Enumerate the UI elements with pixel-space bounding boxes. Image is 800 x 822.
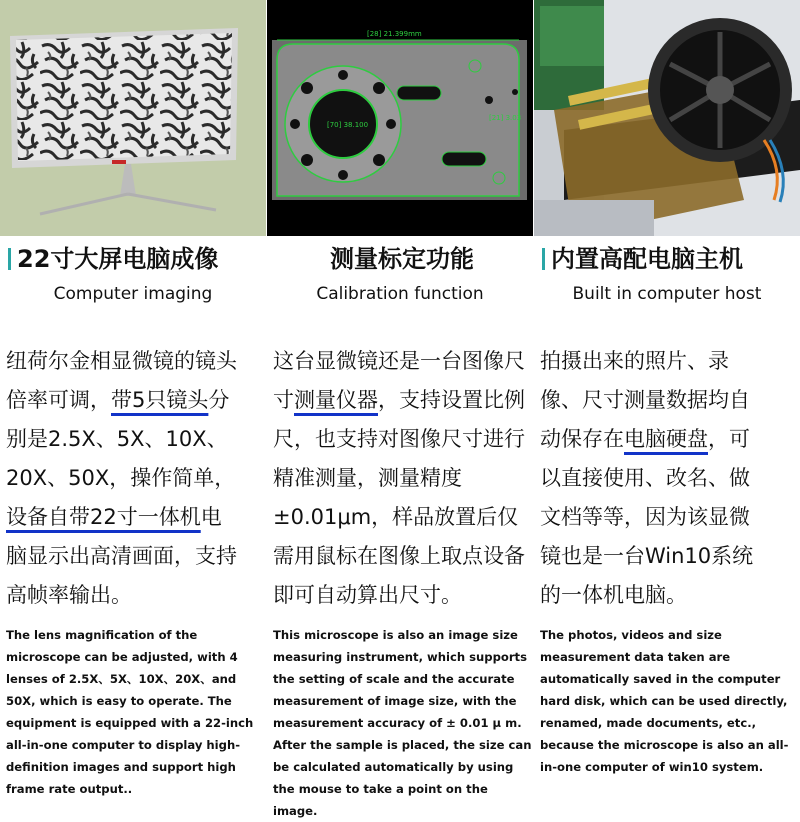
monitor-image xyxy=(0,0,266,236)
column-builtin-host xyxy=(534,0,800,800)
heading: 22寸大屏电脑成像 xyxy=(8,244,262,274)
english-description: The photos, videos and size measurement data taken are automatically saved in the computer hard disk, which can be used directly, renamed, made documents, etc., because the microscope is also an all-in-one computer of win10 system. xyxy=(540,628,789,774)
highlight-instrument: 测量仪器 xyxy=(294,388,378,412)
chinese-description: 这台显微镜还是一台图像尺寸测量仪器，支持设置比例尺，也支持对图像尺寸进行精准测量，测量精度±0.01μm，样品放置后仅需用鼠标在图像上取点设备即可自动算出尺寸。 xyxy=(273,349,525,607)
calibration-image xyxy=(267,0,533,236)
heading-bar xyxy=(8,248,11,270)
heading: 内置高配电脑主机 xyxy=(542,244,796,274)
english-description: This microscope is also an image size measuring instrument, which supports the setting of scale and the accurate measurement of image size, with the measurement accuracy of ± 0.01 μ m. After the sample is placed, the size can be calculated automatically by using the mouse to take a point on the image. xyxy=(273,628,532,818)
heading: 测量标定功能 xyxy=(330,245,474,273)
measure-label-top: [28] 21.399mm xyxy=(367,30,422,38)
measure-label-center: [70] 38.100 xyxy=(327,121,369,129)
highlight-lenses: 带5只镜头 xyxy=(111,388,209,412)
subtitle: Built in computer host xyxy=(572,284,762,304)
highlight-monitor: 设备自带22寸一体机 xyxy=(6,505,201,529)
measure-label-right: [21] 3.03 xyxy=(489,114,522,122)
english-description: The lens magnification of the microscope can be adjusted, with 4 lenses of 2.5X、5X、10X、20X、and 50X, which is easy to operate. The equipment is equipped with a 22-inch all-in-one computer to display high-definition images and support high frame rate output.. xyxy=(6,628,254,796)
heading-bar xyxy=(542,248,545,270)
chinese-description: 拍摄出来的照片、录像、尺寸测量数据均自动保存在电脑硬盘，可以直接使用、改名、做文档等等，因为该显微镜也是一台Win10系统的一体机电脑。 xyxy=(540,349,754,607)
column-calibration xyxy=(267,0,533,818)
subtitle: Computer imaging xyxy=(53,284,213,304)
chinese-description: 纽荷尔金相显微镜的镜头倍率可调，带5只镜头分别是2.5X、5X、10X、20X、50X，操作简单，设备自带22寸一体机电脑显示出高清画面，支持高帧率输出。 xyxy=(6,349,237,607)
subtitle: Calibration function xyxy=(316,284,484,304)
column-computer-imaging xyxy=(0,0,266,800)
computer-host-image xyxy=(534,0,800,236)
highlight-hard-disk: 电脑硬盘 xyxy=(624,427,708,451)
